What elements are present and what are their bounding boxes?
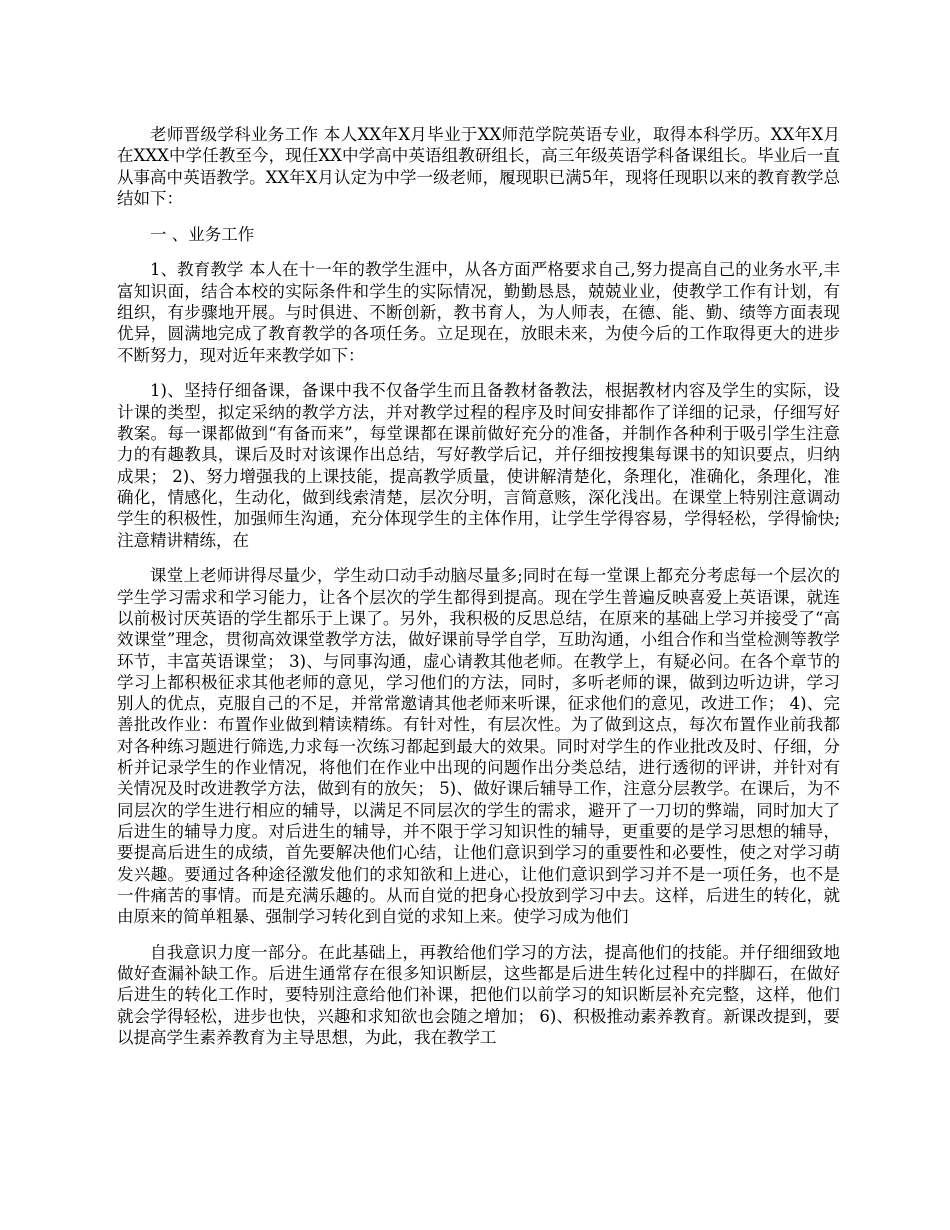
intro-paragraph: 老师晋级学科业务工作 本人XX年X月毕业于XX师范学院英语专业，取得本科学历。XX年X月在XXX中学任教至今，现任XX中学高中英语组教研组长，高三年级英语学科备课组长。毕业后一直从事高中英语教学。XX年X月认定为中学一级老师，履现职已满5年，现将任现职以来的教育教学总结如下： (117, 125, 840, 208)
self-awareness-paragraph: 自我意识力度一部分。在此基础上，再教给他们学习的方法，提高他们的技能。并仔细细致地做好查漏补缺工作。后进生通常存在很多知识断层，这些都是后进生转化过程中的拌脚石，在做好后进生的转化工作时，要特别注意给他们补课，把他们以前学习的知识断层补充完整，这样，他们就会学得轻松，进步也快，兴趣和求知欲也会随之增加； 6)、积极推动素养教育。新课改提到，要以提高学生素养教育为主导思想，为此，我在教学工 (117, 942, 840, 1048)
lesson-prep-paragraph: 1)、坚持仔细备课，备课中我不仅备学生而且备教材备教法，根据教材内容及学生的实际，设计课的类型，拟定采纳的教学方法，并对教学过程的程序及时间安排都作了详细的记录，仔细写好教案。每一课都做到“有备而来”，每堂课都在课前做好充分的准备，并制作各种利于吸引学生注意力的有趣教具，课后及时对该课作出总结，写好教学后记，并仔细按搜集每课书的知识要点，归纳成果； 2)、努力增强我的上课技能，提高教学质量，使讲解清楚化，条理化，准确化，条理化，准确化，情感化，生动化，做到线索清楚，层次分明，言简意赅，深化浅出。在课堂上特别注意调动学生的积极性，加强师生沟通，充分体现学生的主体作用，让学生学得容易，学得轻松，学得愉快;注意精讲精练，在 (117, 381, 840, 550)
classroom-paragraph: 课堂上老师讲得尽量少，学生动口动手动脑尽量多;同时在每一堂课上都充分考虑每一个层次的学生学习需求和学习能力，让各个层次的学生都得到提高。现在学生普遍反映喜爱上英语课，就连以前极讨厌英语的学生都乐于上课了。另外，我积极的反思总结，在原来的基础上学习并接受了“高效课堂”理念，贯彻高效课堂教学方法，做好课前导学自学，互助沟通，小组合作和当堂检测等教学环节，丰富英语课堂； 3)、与同事沟通，虚心请教其他老师。在教学上，有疑必问。在各个章节的学习上都积极征求其他老师的意见，学习他们的方法，同时，多听老师的课，做到边听边讲，学习别人的优点，克服自己的不足，并常常邀请其他老师来听课，征求他们的意见，改进工作； 4)、完善批改作业：布置作业做到精读精练。有针对性，有层次性。为了做到这点，每次布置作业前我都对各种练习题进行筛选,力求每一次练习都起到最大的效果。同时对学生的作业批改及时、仔细，分析并记录学生的作业情况，将他们在作业中出现的问题作出分类总结，进行透彻的评讲，并针对有关情况及时改进教学方法，做到有的放矢； 5)、做好课后辅导工作，注意分层教学。在课后，为不同层次的学生进行相应的辅导，以满足不同层次的学生的需求，避开了一刀切的弊端，同时加大了后进生的辅导力度。对后进生的辅导，并不限于学习知识性的辅导，更重要的是学习思想的辅导，要提高后进生的成绩，首先要解决他们心结，让他们意识到学习的重要性和必要性，使之对学习萌发兴趣。要通过各种途径激发他们的求知欲和上进心，让他们意识到学习并不是一项任务，也不是一件痛苦的事情。而是充满乐趣的。从而自觉的把身心投放到学习中去。这样，后进生的转化，就由原来的简单粗暴、强制学习转化到自觉的求知上来。使学习成为他们 (117, 566, 840, 927)
section-heading: 一 、业务工作 (150, 224, 255, 244)
teaching-paragraph: 1、教育教学 本人在十一年的教学生涯中，从各方面严格要求自己,努力提高自己的业务水平,丰富知识面，结合本校的实际条件和学生的实际情况，勤勤恳恳，兢兢业业，使教学工作有计划，有组织，有步骤地开展。与时俱进、不断创新，教书育人，为人师表，在德、能、勤、绩等方面表现优异，圆满地完成了教育教学的各项任务。立足现在，放眼未来，为使今后的工作取得更大的进步不断努力，现对近年来教学如下： (117, 260, 840, 365)
